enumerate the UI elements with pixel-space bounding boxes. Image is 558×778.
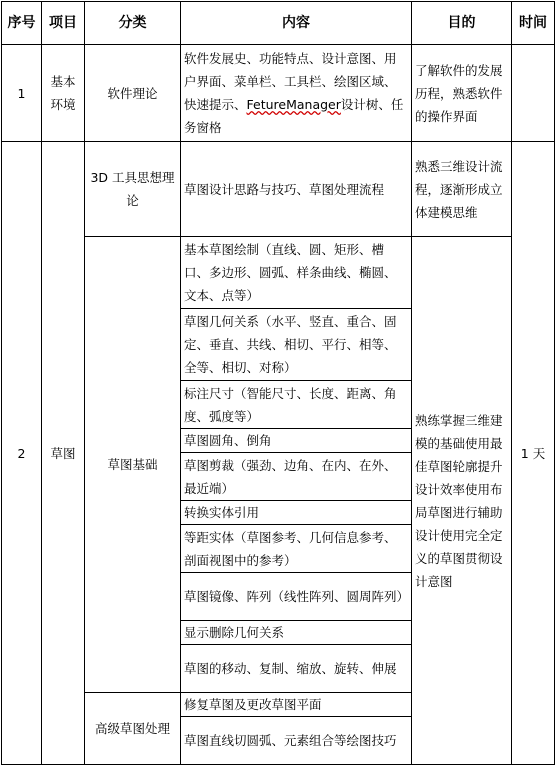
content-cell: 修复草图及更改草图平面 [181, 693, 412, 717]
content-text: 设计树、任务窗格 [184, 97, 404, 135]
content-cell: 草图几何关系（水平、竖直、重合、固定、垂直、共线、相切、平行、相等、全等、相切、对称） [181, 309, 412, 381]
content-cell: 等距实体（草图参考、几何信息参考、剖面视图中的参考） [181, 525, 412, 573]
header-goal: 目的 [412, 2, 512, 45]
content-cell: 草图设计思路与技巧、草图处理流程 [181, 142, 412, 237]
course-table [1, 1, 555, 765]
content-cell: 基本草图绘制（直线、圆、矩形、槽口、多边形、圆弧、样条曲线、椭圆、文本、点等） [181, 237, 412, 309]
item-cell: 基本环境 [42, 45, 85, 142]
table-row [2, 142, 555, 237]
content-cell: 草图直线切圆弧、元素组合等绘图技巧 [181, 717, 412, 765]
header-content: 内容 [181, 2, 412, 45]
misspelled-word: FetureManager [246, 97, 341, 112]
content-cell [181, 45, 412, 142]
goal-cell: 了解软件的发展历程，熟悉软件的操作界面 [412, 45, 512, 142]
content-text: 软件发展史、功能特点、设计意图、用户界面、菜单栏、工具栏、绘图区域、快速提示、 [184, 51, 397, 112]
seq-cell: 1 [2, 45, 42, 142]
category-cell: 高级草图处理 [85, 693, 181, 765]
category-cell: 软件理论 [85, 45, 181, 142]
seq-cell: 2 [2, 142, 42, 765]
header-time: 时间 [512, 2, 555, 45]
header-item: 项目 [42, 2, 85, 45]
goal-cell: 熟练掌握三维建模的基础使用最佳草图轮廓提升设计效率使用布局草图进行辅助设计使用完全定义的草图贯彻设计意图 [412, 237, 512, 765]
table-row [2, 237, 555, 309]
category-cell: 草图基础 [85, 237, 181, 693]
content-cell: 草图剪裁（强劲、边角、在内、在外、最近端） [181, 453, 412, 501]
category-cell: 3D 工具思想理论 [85, 142, 181, 237]
content-cell: 显示删除几何关系 [181, 621, 412, 645]
goal-cell: 熟悉三维设计流程，逐渐形成立体建模思维 [412, 142, 512, 237]
content-cell: 草图的移动、复制、缩放、旋转、伸展 [181, 645, 412, 693]
table-row [2, 45, 555, 142]
content-cell: 草图镜像、阵列（线性阵列、圆周阵列） [181, 573, 412, 621]
item-cell: 草图 [42, 142, 85, 765]
header-category: 分类 [85, 2, 181, 45]
time-cell [512, 45, 555, 142]
content-cell: 草图圆角、倒角 [181, 429, 412, 453]
time-cell: 1 天 [512, 142, 555, 765]
header-seq: 序号 [2, 2, 42, 45]
header-row [2, 2, 555, 45]
content-cell: 标注尺寸（智能尺寸、长度、距离、角度、弧度等） [181, 381, 412, 429]
content-cell: 转换实体引用 [181, 501, 412, 525]
